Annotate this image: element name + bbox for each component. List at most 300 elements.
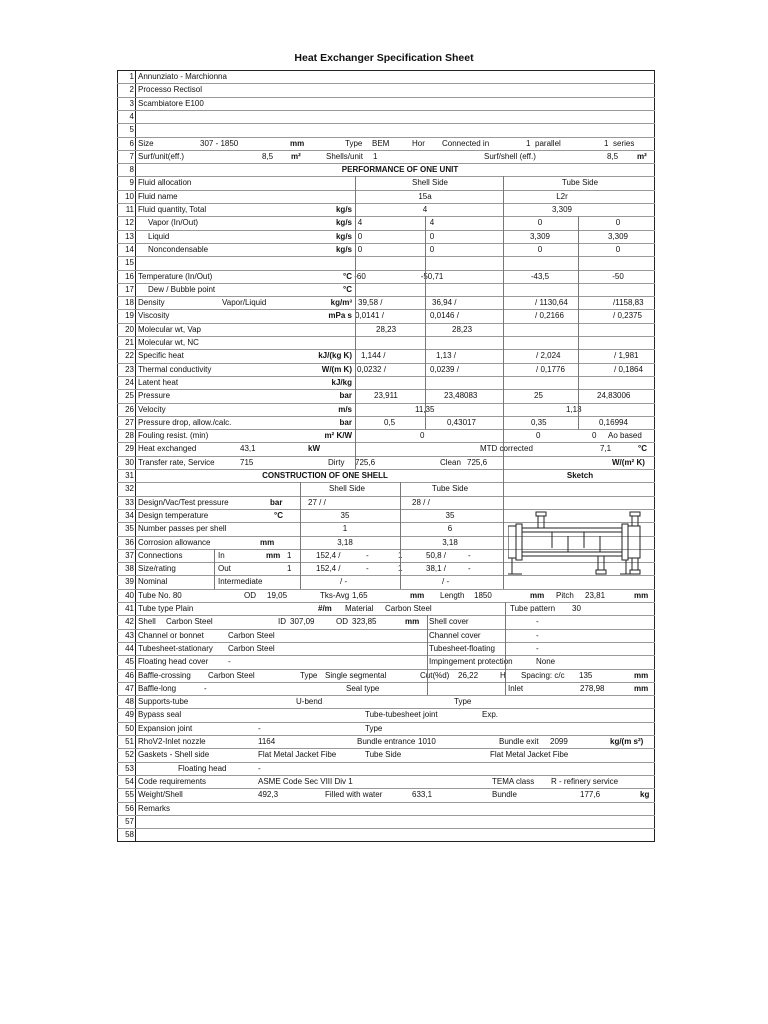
cell-text: °C [343,284,352,294]
cell-text: 0 [537,244,543,254]
cell-text: Pressure [138,391,171,401]
table-row [117,150,655,163]
cell-text: Bundle exit [499,737,539,746]
cell-text: kJ/kg [331,377,352,387]
cell-text: 1 [526,138,531,148]
cell-text: 633,1 [412,790,433,800]
cell-text: / - [442,577,450,587]
cell-text: 0,43017 [447,417,476,427]
row-number: 18 [125,298,134,308]
row-number: 33 [125,497,134,507]
cell-text: / 2,024 [536,351,561,361]
cell-text: 715 [240,457,254,467]
table-row [117,110,655,123]
cell-text: R - refinery service [551,776,619,786]
cell-text: 15a [418,191,432,201]
cell-text: 0 [420,431,425,441]
cell-text: 1,144 / [361,351,386,361]
cell-text: 135 [579,670,593,680]
row-number: 48 [125,697,134,707]
cell-text: OD [244,590,256,600]
cell-text: bar [339,391,352,401]
cell-text: Density [138,298,165,308]
cell-text: kg/m³ [330,298,352,308]
cell-text: 39,58 / [358,298,383,308]
cell-text: 1 [373,151,378,161]
cell-text: Carbon Steel [208,670,255,680]
cell-text: kg/s [335,218,352,228]
row-number: 49 [125,710,134,720]
cell-text: / 1,981 [614,351,639,361]
row-number: 30 [125,457,134,467]
grid-line [355,176,356,469]
row-number: 12 [125,218,134,228]
cell-text: 0 [357,231,363,241]
row-number: 35 [125,524,134,534]
row-number: 22 [125,351,134,361]
cell-text: 323,85 [352,617,377,627]
cell-text: °C [638,444,647,454]
cell-text: W/(m K) [321,364,352,374]
cell-text: Surf/unit(eff.) [138,151,185,161]
row-number: 11 [125,205,134,214]
row-number: 55 [125,790,134,800]
cell-text: Carbon Steel [228,630,275,640]
cell-text: 50,8 / [426,550,447,560]
cell-text: / 1130,64 [535,298,568,308]
cell-text: - [204,683,207,693]
row-number: 36 [125,537,134,547]
cell-text: Tube-tubesheet joint [365,710,438,720]
cell-text: - [366,550,369,560]
cell-text: Molecular wt, NC [138,338,199,347]
cell-text: Ao based [608,431,642,441]
cell-text: mm [634,590,649,600]
cell-text: kg/s [335,205,352,214]
row-number: 10 [125,191,134,201]
cell-text: Floating head [178,763,227,773]
sketch-label: Sketch [566,471,594,480]
table-row [117,682,655,695]
row-number: 26 [125,404,134,414]
cell-text: Specific heat [138,351,184,361]
cell-text: 1 [398,550,403,560]
row-number: 8 [129,165,134,175]
cell-text: Fouling resist. (min) [138,431,209,441]
cell-text: 0,16994 [599,417,628,427]
cell-text: Vapor (In/Out) [148,218,199,228]
cell-text: °C [343,271,352,281]
row-number: 45 [125,657,134,667]
row-number: 37 [125,550,134,560]
cell-text: - [228,657,231,667]
cell-text: Thermal conductivity [138,364,212,374]
cell-text: 0,0232 / [357,364,386,374]
row-number: 23 [125,364,134,374]
cell-text: 1164 [258,737,276,746]
cell-text: 4 [357,218,363,228]
cell-text: mPa s [328,311,352,321]
cell-text: Pressure drop, allow./calc. [138,417,232,427]
cell-text: / - [340,577,348,587]
cell-text: mm [530,590,545,600]
cell-text: 1 [287,564,292,574]
cell-text: 24,83006 [597,391,631,401]
cell-text: bar [339,417,352,427]
row-number: 40 [125,590,134,600]
cell-text: 0,0141 / [355,311,384,321]
cell-text: Floating head cover [138,657,209,667]
cell-text: 28,23 [452,324,473,334]
cell-text: 3,18 [337,537,353,547]
cell-text: Seal type [346,683,380,693]
cell-text: 23,81 [585,590,606,600]
cell-text: Hor [412,138,425,148]
section-heading: CONSTRUCTION OF ONE SHELL [262,471,388,480]
row-number: 5 [129,125,134,135]
cell-text: Inlet [508,683,524,693]
cell-text: 11,35 [415,404,435,414]
grid-line [300,482,301,588]
cell-text: Velocity [138,404,166,414]
cell-text: Cut(%d) [420,670,450,680]
cell-text: 36,94 / [432,298,457,308]
cell-text: kg/(m s²) [610,737,644,746]
cell-text: Noncondensable [148,244,209,254]
row-number: 34 [125,510,134,520]
cell-text: Channel cover [429,630,481,640]
cell-text: Vapor/Liquid [222,298,267,308]
cell-text: Surf/shell (eff.) [484,151,536,161]
row-number: 29 [125,444,134,454]
cell-text: 0 [592,431,597,441]
cell-text: Connections [138,550,183,560]
cell-text: 152,4 / [316,550,341,560]
row-number: 4 [129,111,134,121]
grid-line [503,469,504,589]
row-number: 3 [129,98,134,108]
cell-text: ID [278,617,286,627]
row-number: 2 [129,85,134,95]
cell-text: Flat Metal Jacket Fibe [258,750,337,760]
cell-text: Baffle-crossing [138,670,191,680]
row-number: 58 [125,830,134,840]
cell-text: Corrosion allowance [138,537,211,547]
cell-text: -43,5 [530,271,550,281]
cell-text: m² [291,151,301,161]
table-row [117,828,655,841]
row-number: 9 [129,178,134,188]
row-number: 32 [125,484,134,494]
cell-text: / 0,2375 [613,311,642,321]
cell-text: kJ/(kg K) [318,351,352,361]
row-number: 57 [125,816,134,826]
cell-text: Shells/unit [326,151,363,161]
cell-text: 4 [429,218,435,228]
cell-text: 3,309 [529,231,551,241]
cell-text: L2r [556,191,568,201]
cell-text: 3,309 [607,231,629,241]
cell-text: - [536,630,539,640]
cell-text: 0 [429,231,435,241]
cell-text: Material [345,604,374,613]
cell-text: / 0,1864 [614,364,643,374]
grid-line [578,216,579,429]
cell-text: OD [336,617,348,627]
cell-text: - [536,643,539,653]
cell-text: 26,22 [458,670,479,680]
cell-text: Tube No. 80 [138,590,182,600]
row-number: 19 [125,311,134,321]
cell-text: Supports-tube [138,697,189,707]
cell-text: - [536,617,539,627]
exchanger-name: Scambiatore E100 [138,98,204,108]
table-row [117,309,655,322]
cell-text: 28 / / [412,497,430,507]
cell-text: Bypass seal [138,710,182,720]
table-row [117,256,655,269]
cell-text: 2099 [550,737,568,746]
cell-text: #/m [318,604,332,613]
cell-text: 1850 [474,590,492,600]
table-row [117,442,655,455]
cell-text: Type [300,670,318,680]
cell-text: Weight/Shell [138,790,183,800]
cell-text: 492,3 [258,790,279,800]
cell-text: Exp. [482,710,499,720]
cell-text: Type [365,723,383,733]
cell-text: -60 [354,271,366,281]
row-number: 27 [125,417,134,427]
cell-text: Tube type Plain [138,604,194,613]
cell-text: Channel or bonnet [138,630,204,640]
cell-text: Tube Side [561,178,599,188]
cell-text: 307 - 1850 [200,138,239,148]
row-number: 16 [125,271,134,281]
cell-text: mm [634,683,649,693]
cell-text: 1 [287,550,292,560]
row-number: 7 [129,151,134,161]
cell-text: 35 [340,510,350,520]
cell-text: Clean [440,457,461,467]
cell-text: 0 [615,218,621,228]
table-row [117,788,655,801]
cell-text: - [468,564,471,574]
cell-text: In [218,550,225,560]
cell-text: Fluid name [138,191,178,201]
row-number: 54 [125,776,134,786]
row-number: 1 [129,72,134,81]
cell-text: BEM [372,138,390,148]
row-number: 25 [125,391,134,401]
cell-text: 23,48083 [444,391,478,401]
grid-line [214,549,215,589]
grid-line [427,615,428,695]
cell-text: bar [270,497,283,507]
cell-text: 25 [534,391,543,401]
cell-text: Dew / Bubble point [148,284,216,294]
cell-text: Filled with water [325,790,383,800]
cell-text: -50,71 [420,271,444,281]
row-number: 52 [125,750,134,760]
cell-text: m² K/W [324,431,352,441]
table-row [117,482,655,495]
cell-text: Length [440,590,465,600]
cell-text: 0,0239 / [430,364,459,374]
cell-text: Connected in [442,138,490,148]
cell-text: Out [218,564,231,574]
cell-text: 1 [604,138,609,148]
cell-text: 1 [398,564,403,574]
cell-text: Single segmental [325,670,387,680]
cell-text: °C [274,510,283,520]
table-row [117,695,655,708]
row-number: 6 [129,138,134,148]
cell-text: Expansion joint [138,723,193,733]
cell-text: kg [640,790,650,800]
cell-text: Transfer rate, Service [138,457,215,467]
cell-text: 8,5 [607,151,619,161]
row-number: 56 [125,803,134,813]
cell-text: mm [266,550,281,560]
cell-text: Viscosity [138,311,170,321]
cell-text: W/(m² K) [612,457,645,467]
row-number: 38 [125,564,134,574]
cell-text: Tubesheet-floating [429,643,495,653]
cell-text: Heat exchanged [138,444,197,454]
cell-text: 3,309 [551,205,573,214]
cell-text: 6 [447,524,453,534]
row-number: 46 [125,670,134,680]
cell-text: Carbon Steel [385,604,432,613]
cell-text: m² [637,151,647,161]
cell-text: /1158,83 [613,298,644,308]
project-authors: Annunziato - Marchionna [138,72,227,81]
grid-line [503,176,504,469]
cell-text: 7,1 [600,444,612,454]
cell-text: 0,0146 / [430,311,459,321]
cell-text: Type [345,138,363,148]
cell-text: Tube pattern [510,604,556,613]
cell-text: Carbon Steel [166,617,213,627]
cell-text: Carbon Steel [228,643,275,653]
cell-text: 30 [572,604,581,613]
process-name: Processo Rectisol [138,85,203,95]
cell-text: 0 [537,218,543,228]
cell-text: H [500,670,506,680]
section-heading: PERFORMANCE OF ONE UNIT [341,165,459,175]
cell-text: kW [308,444,320,454]
row-number: 39 [125,577,134,587]
cell-text: 38,1 / [426,564,447,574]
cell-text: -50 [612,271,624,281]
row-number: 21 [125,338,134,347]
row-number: 50 [125,723,134,733]
table-row [117,376,655,389]
cell-text: 0,5 [384,417,396,427]
cell-text: Bundle [492,790,517,800]
table-row [117,349,655,362]
cell-text: kg/s [335,244,352,254]
cell-text: 1010 [418,737,436,746]
row-number: 43 [125,630,134,640]
cell-text: 177,6 [580,790,601,800]
cell-text: Tube Side [365,750,402,760]
row-number: 14 [125,244,134,254]
cell-text: 152,4 / [316,564,341,574]
page-title: Heat Exchanger Specification Sheet [294,52,474,64]
heat-exchanger-sketch [508,508,648,580]
cell-text: Latent heat [138,377,179,387]
row-number: 42 [125,617,134,627]
cell-text: Shell cover [429,617,469,627]
cell-text: 23,911 [374,391,398,401]
cell-text: Code requirements [138,776,207,786]
cell-text: Shell Side [328,484,366,494]
cell-text: Tks-Avg [320,590,350,600]
cell-text: / 0,2166 [535,311,564,321]
cell-text: Fluid allocation [138,178,192,188]
cell-text: mm [634,670,649,680]
cell-text: kg/s [335,231,352,241]
cell-text: Type [454,697,472,707]
cell-text: m/s [338,404,352,414]
cell-text: 725,6 [355,457,376,467]
cell-text: None [536,657,556,667]
table-row [117,802,655,815]
table-row [117,722,655,735]
cell-text: mm [405,617,420,627]
grid-line [425,216,426,429]
cell-text: - [258,723,261,733]
cell-text: 35 [445,510,455,520]
cell-text: Number passes per shell [138,524,227,534]
cell-text: Molecular wt, Vap [138,324,201,334]
cell-text: - [468,550,471,560]
cell-text: Fluid quantity, Total [138,205,207,214]
cell-text: 0 [357,244,363,254]
cell-text: 3,18 [442,537,458,547]
cell-text: Size [138,138,154,148]
row-number: 51 [125,737,134,746]
cell-text: Nominal [138,577,168,587]
cell-text: 278,98 [580,683,605,693]
cell-text: RhoV2-Inlet nozzle [138,737,206,746]
cell-text: Pitch [556,590,574,600]
cell-text: 1,13 / [436,351,457,361]
cell-text: Liquid [148,231,170,241]
cell-text: TEMA class [492,776,535,786]
cell-text: 1,65 [352,590,368,600]
cell-text: 1 [342,524,348,534]
row-number: 53 [125,763,134,773]
cell-text: - [366,564,369,574]
cell-text: 307,09 [290,617,315,627]
row-number: 13 [125,231,134,241]
cell-text: Shell [138,617,156,627]
cell-text: 0 [536,431,541,441]
cell-text: / 0,1776 [536,364,565,374]
cell-text: Shell Side [411,178,449,188]
cell-text: 1,13 [566,404,582,414]
cell-text: Remarks [138,803,171,813]
cell-text: Design/Vac/Test pressure [138,497,229,507]
cell-text: MTD corrected [480,444,533,454]
cell-text: mm [290,138,305,148]
grid-line [505,602,506,695]
cell-text: 43,1 [240,444,256,454]
cell-text: Tube Side [431,484,469,494]
